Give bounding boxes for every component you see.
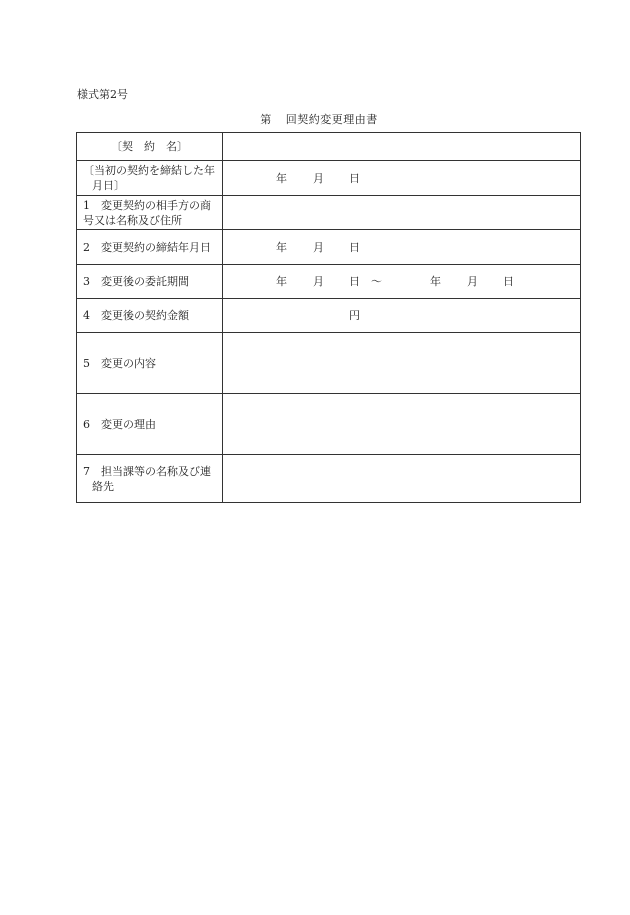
- item7-label-text: 7 担当課等の名称及び連絡先: [83, 464, 211, 493]
- item3-value: [223, 265, 581, 299]
- row-item4: [77, 299, 581, 333]
- row-item5: [77, 333, 581, 394]
- item6-value: [223, 394, 581, 455]
- initial-date-fields: [229, 171, 574, 186]
- initial-year: 年: [276, 171, 287, 185]
- contract-name-value: [223, 133, 581, 161]
- row-item3: [77, 265, 581, 299]
- item3-tilde: ～: [371, 275, 382, 288]
- title-prefix: 第: [260, 113, 272, 126]
- row-item2: [77, 230, 581, 265]
- item2-month: 月: [313, 240, 324, 254]
- item3-start-year: 年: [276, 275, 287, 288]
- item3-end-year: 年: [430, 275, 441, 288]
- item6-label: 6 変更の理由: [77, 394, 223, 455]
- item4-value: [223, 299, 581, 333]
- item4-amount-field: [229, 308, 574, 323]
- form-number: 様式第2号: [77, 88, 128, 101]
- row-item6: [77, 394, 581, 455]
- title-main: 回契約変更理由書: [285, 113, 378, 126]
- row-initial-date: [77, 161, 581, 196]
- item7-value: [223, 455, 581, 503]
- initial-month: 月: [313, 171, 324, 185]
- item5-label: 5 変更の内容: [77, 333, 223, 394]
- change-reason-form: [76, 132, 581, 503]
- item3-period-fields: [229, 274, 574, 289]
- item5-value: [223, 333, 581, 394]
- item4-yen-unit: 円: [349, 309, 360, 322]
- item2-label: 2 変更契約の締結年月日: [77, 230, 223, 265]
- contract-name-label: 〔契 約 名〕: [77, 133, 223, 161]
- item4-label: 4 変更後の契約金額: [77, 299, 223, 333]
- initial-date-label-text: 〔当初の契約を締結した年月日〕: [83, 164, 215, 192]
- item7-label: [77, 455, 223, 503]
- item2-day: 日: [349, 240, 360, 254]
- initial-day: 日: [349, 171, 360, 185]
- row-contract-name: [77, 133, 581, 161]
- initial-date-label: [77, 161, 223, 196]
- item3-end-day: 日: [503, 275, 514, 288]
- item1-value: [223, 196, 581, 230]
- item3-end-month: 月: [467, 275, 478, 288]
- item2-value: [223, 230, 581, 265]
- initial-date-value: [223, 161, 581, 196]
- item3-label: 3 変更後の委託期間: [77, 265, 223, 299]
- item3-start-month: 月: [313, 275, 324, 288]
- row-item7: [77, 455, 581, 503]
- item2-year: 年: [276, 240, 287, 254]
- item2-date-fields: [229, 240, 574, 255]
- document-title: [0, 111, 630, 127]
- item3-start-day: 日: [349, 275, 360, 288]
- item1-label: 1 変更契約の相手方の商号又は名称及び住所: [77, 196, 223, 230]
- row-item1: [77, 196, 581, 230]
